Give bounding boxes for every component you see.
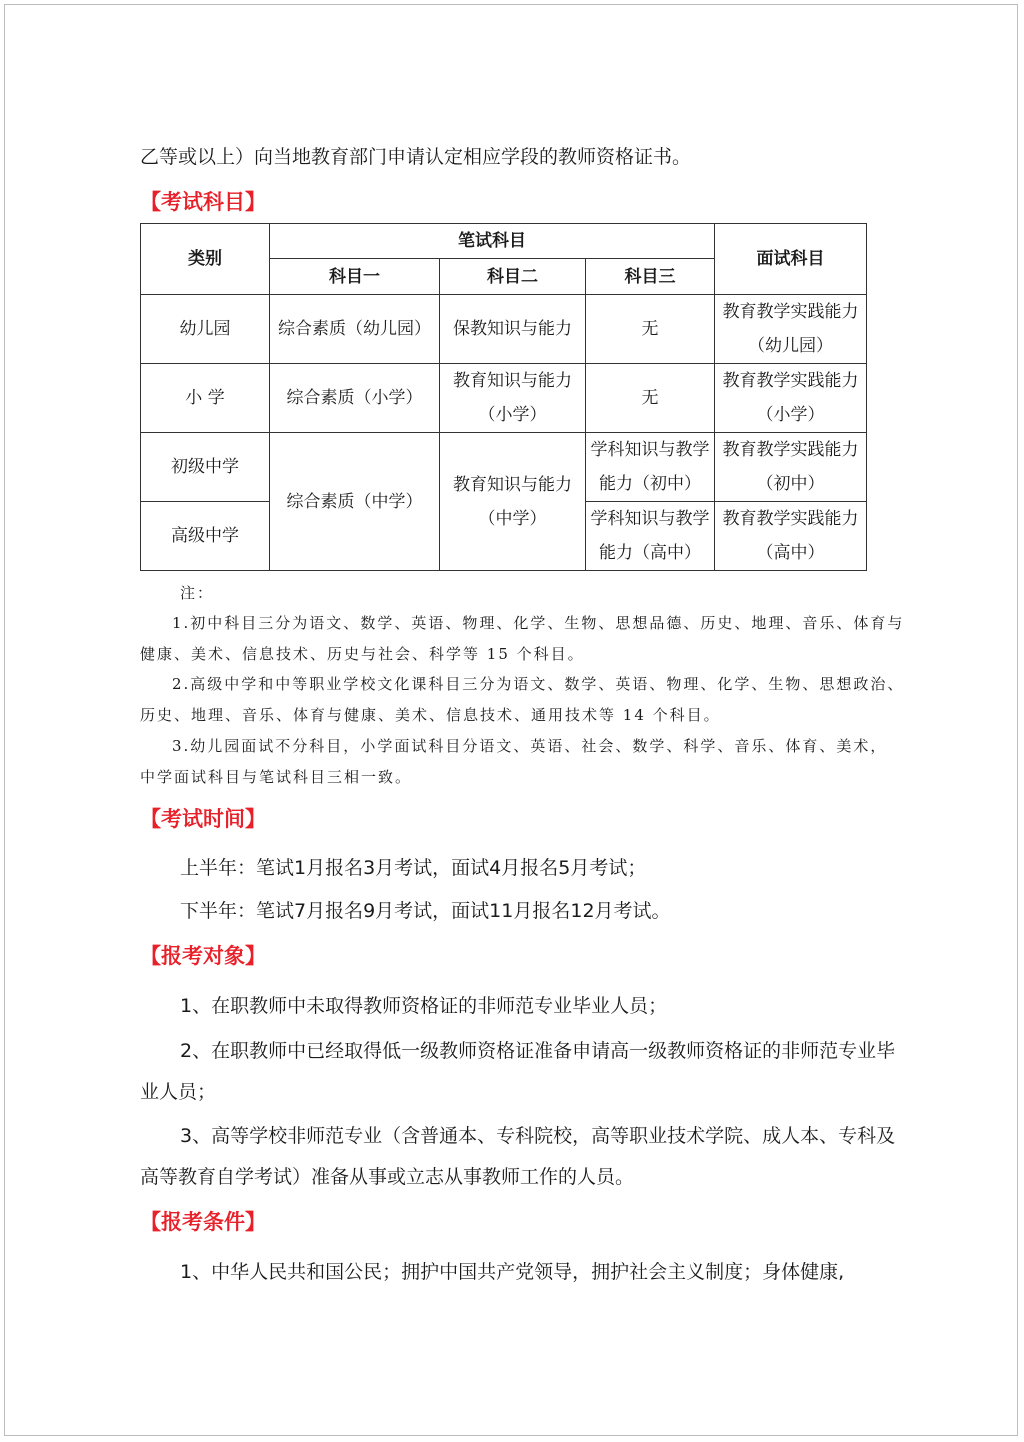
table-row: [141, 433, 867, 502]
row-pri-s1: 综合素质（小学）: [270, 364, 440, 433]
row-pri-s3: 无: [586, 364, 715, 433]
table-row: [141, 295, 867, 364]
condition-1: 1、中华人民共和国公民；拥护中国共产党领导，拥护社会主义制度；身体健康,: [180, 1261, 845, 1283]
row-mid-s1: 综合素质（中学）: [270, 433, 440, 571]
row-jun-interview: 教育教学实践能力（初中）: [715, 433, 867, 502]
row-jun-s3: 学科知识与教学能力（初中）: [586, 433, 715, 502]
row-kg-interview: 教育教学实践能力（幼儿园）: [715, 295, 867, 364]
row-sen-category: 高级中学: [141, 502, 270, 571]
header-category: 类别: [141, 224, 270, 295]
row-sen-interview: 教育教学实践能力（高中）: [715, 502, 867, 571]
subjects-heading: 【考试科目】: [140, 190, 266, 214]
time-first-half: 上半年：笔试1月报名3月考试，面试4月报名5月考试；: [180, 857, 647, 879]
time-heading: 【考试时间】: [140, 807, 266, 831]
note-1: 1.初中科目三分为语文、数学、英语、物理、化学、生物、思想品德、历史、地理、音乐、体育与健康、美术、信息技术、历史与社会、科学等 15 个科目。: [140, 614, 905, 663]
row-jun-category: 初级中学: [141, 433, 270, 502]
row-kg-category: 幼儿园: [141, 295, 270, 364]
row-pri-category: 小 学: [141, 364, 270, 433]
target-heading: 【报考对象】: [140, 944, 266, 968]
time-second-half: 下半年：笔试7月报名9月考试，面试11月报名12月考试。: [180, 900, 671, 922]
row-mid-s2: 教育知识与能力（中学）: [440, 433, 586, 571]
notes-label: 注：: [180, 584, 215, 602]
row-pri-s2: 教育知识与能力（小学）: [440, 364, 586, 433]
row-sen-s3: 学科知识与教学能力（高中）: [586, 502, 715, 571]
row-kg-s3: 无: [586, 295, 715, 364]
target-1: 1、在职教师中未取得教师资格证的非师范专业毕业人员；: [180, 995, 668, 1017]
table-row: [141, 364, 867, 433]
note-2: 2.高级中学和中等职业学校文化课科目三分为语文、数学、英语、物理、化学、生物、思想政治、历史、地理、音乐、体育与健康、美术、信息技术、通用技术等 14 个科目。: [140, 675, 905, 724]
row-kg-s1: 综合素质（幼儿园）: [270, 295, 440, 364]
row-pri-interview: 教育教学实践能力（小学）: [715, 364, 867, 433]
exam-subjects-table: [140, 223, 867, 571]
target-2: 2、在职教师中已经取得低一级教师资格证准备申请高一级教师资格证的非师范专业毕业人员；: [140, 1040, 896, 1103]
intro-tail: 乙等或以上）向当地教育部门申请认定相应学段的教师资格证书。: [140, 146, 692, 168]
header-written: 笔试科目: [270, 224, 715, 259]
header-subject3: 科目三: [586, 259, 715, 295]
row-kg-s2: 保教知识与能力: [440, 295, 586, 364]
header-subject2: 科目二: [440, 259, 586, 295]
header-subject1: 科目一: [270, 259, 440, 295]
header-interview: 面试科目: [715, 224, 867, 295]
target-3: 3、高等学校非师范专业（含普通本、专科院校，高等职业技术学院、成人本、专科及高等教育自学考试）准备从事或立志从事教师工作的人员。: [140, 1125, 896, 1188]
conditions-heading: 【报考条件】: [140, 1210, 266, 1234]
note-3: 3.幼儿园面试不分科目，小学面试科目分语文、英语、社会、数学、科学、音乐、体育、美术， 中学面试科目与笔试科目三相一致。: [140, 737, 888, 786]
